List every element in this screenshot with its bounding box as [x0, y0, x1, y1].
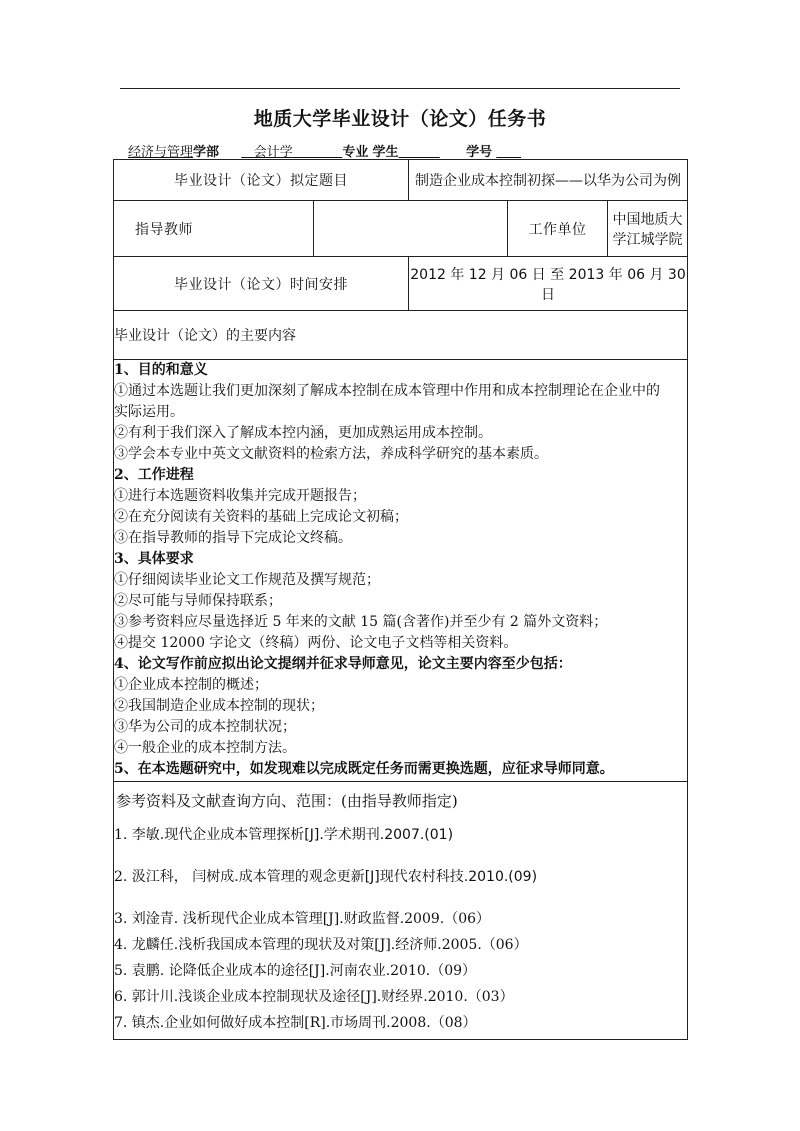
schedule-label: 毕业设计（论文）时间安排	[114, 257, 409, 311]
reference-source: [J].学术期刊.2007.(01)	[304, 827, 454, 843]
schedule-value: 2012 年 12 月 06 日 至 2013 年 06 月 30 日	[409, 257, 688, 311]
advisor-value	[314, 201, 508, 257]
number-value	[496, 145, 521, 160]
page-title: 地质大学毕业设计（论文）任务书	[253, 108, 547, 130]
topic-value: 制造企业成本控制初探——以华为公司为例	[409, 160, 688, 201]
schedule-row	[114, 257, 688, 311]
content-heading: 3、具体要求	[114, 551, 194, 567]
content-heading: 2、工作进程	[114, 467, 194, 483]
content-line: ③在指导教师的指导下完成论文终稿。	[114, 530, 352, 546]
reference-item	[114, 961, 687, 981]
references-title: 参考资料及文献查询方向、范围：(由指导教师指定)	[116, 792, 458, 810]
content-line: ③华为公司的成本控制状况；	[114, 719, 296, 735]
content-line: ③参考资料应尽量选择近 5 年来的文献 15 篇(含著作)并至少有 2 篇外文资料；	[114, 614, 608, 630]
major-label: 专业	[342, 145, 369, 160]
content-line: ①企业成本控制的概述；	[114, 677, 268, 693]
content-line: ②在充分阅读有关资料的基础上完成论文初稿；	[114, 509, 408, 525]
main-content-label: 毕业设计（论文）的主要内容	[114, 311, 688, 360]
reference-item	[114, 987, 687, 1007]
dept-value: 经济与管理	[128, 145, 194, 160]
reference-item	[114, 825, 687, 845]
reference-text: 6. 郭计川.浅谈企业成本控制现状及途径[J].财经界.2010.（03）	[114, 989, 514, 1005]
unit-value: 中国地质大学江城学院	[608, 201, 688, 257]
reference-item	[114, 867, 687, 887]
content-line: ②有利于我们深入了解成本控内涵，更加成熟运用成本控制。	[114, 425, 492, 441]
dept-label: 学部	[193, 145, 220, 160]
reference-text: 3. 刘淦青. 浅析现代企业成本管理[J].财政监督.2009.（06）	[114, 911, 491, 927]
unit-label: 工作单位	[508, 201, 608, 257]
reference-source: [J]现代农村科技.2010.(09)	[364, 869, 538, 885]
reference-text: 7. 镇杰.企业如何做好成本控制[R].市场周刊.2008.（08）	[114, 1015, 477, 1031]
number-label: 学号	[466, 145, 493, 160]
content-line: ③学会本专业中英文文献资料的检索方法，养成科学研究的基本素质。	[114, 446, 548, 462]
topic-label: 毕业设计（论文）拟定题目	[114, 160, 409, 201]
reference-text: 1. 李敏.现代企业成本管理探析	[114, 827, 305, 843]
main-content-label-row	[114, 311, 688, 360]
reference-item	[114, 935, 687, 955]
content-line: ②尽可能与导师保持联系；	[114, 593, 282, 609]
student-label: 学生	[372, 145, 399, 160]
student-value	[399, 145, 440, 160]
content-line: ①进行本选题资料收集并完成开题报告；	[114, 488, 366, 504]
content-line: 实际运用。	[114, 404, 184, 420]
content-line: ①仔细阅读毕业论文工作规范及撰写规范；	[114, 572, 380, 588]
content-heading: 4、论文写作前应拟出论文提纲并征求导师意见，论文主要内容至少包括：	[114, 656, 572, 672]
content-line: ④一般企业的成本控制方法。	[114, 740, 296, 756]
main-content-row	[114, 360, 688, 782]
topic-row	[114, 160, 688, 201]
references-row	[114, 782, 688, 1040]
content-line: ②我国制造企业成本控制的现状；	[114, 698, 324, 714]
top-rule	[120, 88, 680, 89]
reference-item	[114, 909, 687, 929]
reference-item	[114, 1013, 687, 1033]
content-heading: 5、在本选题研究中，如发现难以完成既定任务而需更换选题，应征求导师同意。	[114, 761, 614, 777]
main-content-body	[114, 360, 688, 782]
advisor-label: 指导教师	[114, 201, 314, 257]
references-body	[114, 782, 688, 1040]
reference-text: 2. 汲江科， 闫树成.成本管理的观念更新	[114, 869, 365, 885]
reference-text: 4. 龙麟任.浅析我国成本管理的现状及对策[J].经济师.2005.（06）	[114, 937, 528, 953]
content-line: ④提交 12000 字论文（终稿）两份、论文电子文档等相关资料。	[114, 635, 518, 651]
reference-text: 5. 袁鹏. 论降低企业成本的途径[J].河南农业.2010.（09）	[114, 963, 477, 979]
major-value: 会计学	[253, 145, 293, 160]
task-form-table	[113, 159, 688, 1040]
advisor-row	[114, 201, 688, 257]
content-heading: 1、目的和意义	[114, 362, 208, 378]
content-line: ①通过本选题让我们更加深刻了解成本控制在成本管理中作用和成本控制理论在企业中的	[114, 383, 660, 399]
student-info-line	[128, 141, 521, 160]
